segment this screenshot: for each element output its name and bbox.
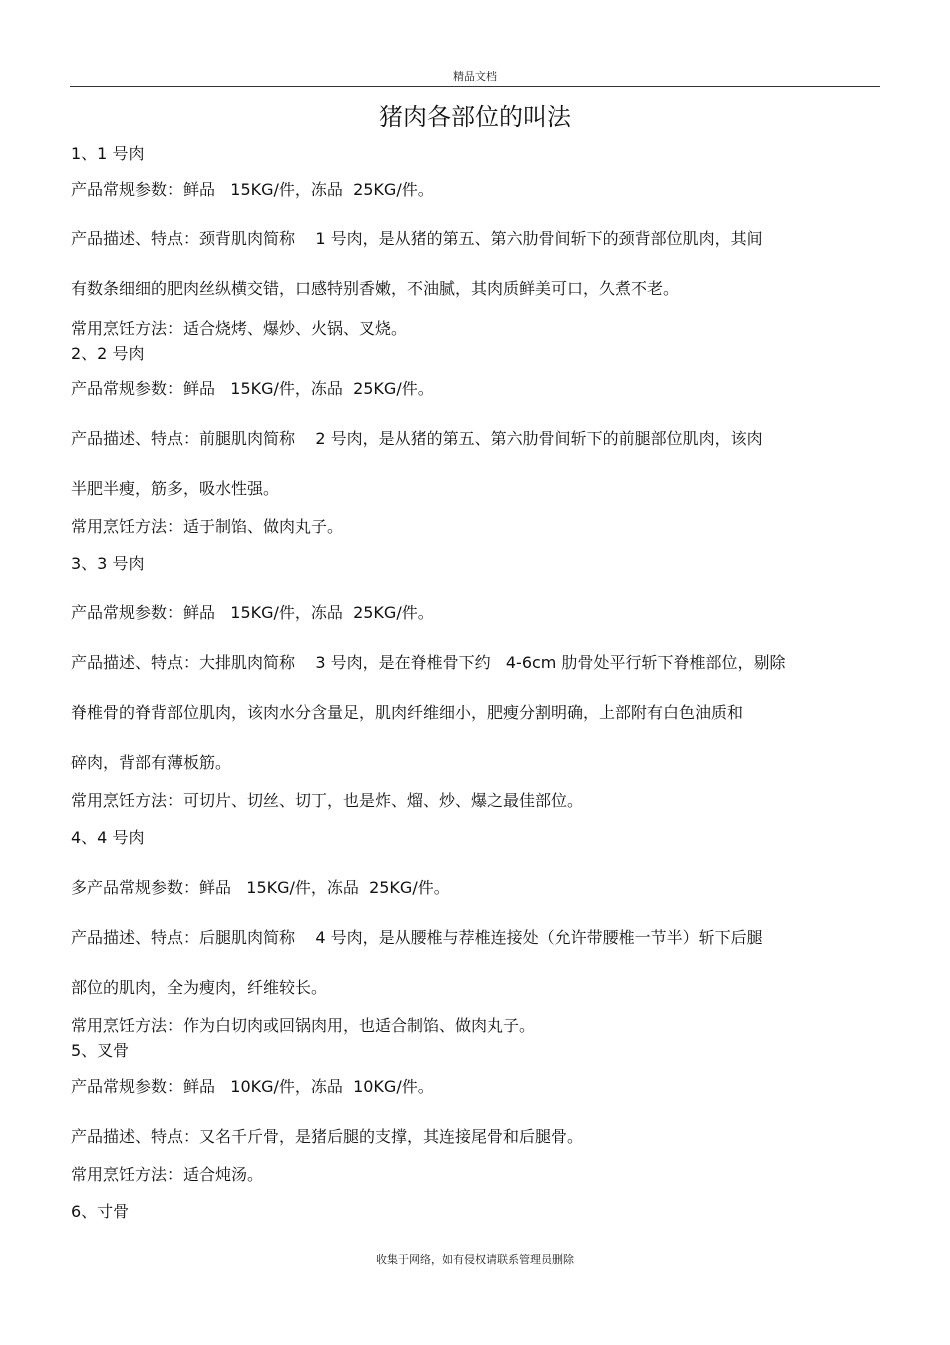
section-heading-6: 6、寸骨 [71, 1202, 130, 1221]
text-line: 部位的肌肉，全为瘦肉，纤维较长。 [71, 978, 328, 997]
section-heading-1: 1、1 号肉 [71, 144, 145, 163]
text-line: 产品描述、特点：后腿肌肉简称 4 号肉，是从腰椎与荐椎连接处（允许带腰椎一节半）斩下后腿 [71, 928, 763, 947]
page-footer-text: 收集于网络，如有侵权请联系管理员删除 [376, 1253, 574, 1266]
header-divider [70, 86, 880, 87]
text-line: 产品描述、特点：前腿肌肉简称 2 号肉，是从猪的第五、第六肋骨间斩下的前腿部位肌肉，该肉 [71, 429, 763, 448]
text-line: 产品常规参数：鲜品 15KG/件，冻品 25KG/件。 [71, 379, 434, 398]
text-line: 多产品常规参数：鲜品 15KG/件，冻品 25KG/件。 [71, 878, 450, 897]
text-line: 常用烹饪方法：作为白切肉或回锅肉用，也适合制馅、做肉丸子。 [71, 1016, 536, 1035]
text-line: 常用烹饪方法：可切片、切丝、切丁，也是炸、熘、炒、爆之最佳部位。 [71, 791, 584, 810]
text-line: 产品描述、特点：颈背肌肉简称 1 号肉，是从猪的第五、第六肋骨间斩下的颈背部位肌肉，其间 [71, 229, 763, 248]
section-heading-4: 4、4 号肉 [71, 828, 145, 847]
section-heading-5: 5、叉骨 [71, 1041, 130, 1060]
section-heading-2: 2、2 号肉 [71, 344, 145, 363]
text-line: 常用烹饪方法：适合烧烤、爆炒、火锅、叉烧。 [71, 319, 408, 338]
text-line: 常用烹饪方法：适于制馅、做肉丸子。 [71, 517, 344, 536]
text-line: 有数条细细的肥肉丝纵横交错，口感特别香嫩，不油腻，其肉质鲜美可口，久煮不老。 [71, 279, 680, 298]
text-line: 产品描述、特点：又名千斤骨，是猪后腿的支撑，其连接尾骨和后腿骨。 [71, 1127, 584, 1146]
text-line: 产品描述、特点：大排肌肉简称 3 号肉，是在脊椎骨下约 4-6cm 肋骨处平行斩下脊椎部位，剔除 [71, 653, 786, 672]
text-line: 常用烹饪方法：适合炖汤。 [71, 1165, 264, 1184]
page-title: 猪肉各部位的叫法 [379, 103, 571, 131]
text-line: 碎肉，背部有薄板筋。 [71, 753, 232, 772]
text-line: 产品常规参数：鲜品 10KG/件，冻品 10KG/件。 [71, 1077, 434, 1096]
text-line: 半肥半瘦，筋多，吸水性强。 [71, 479, 280, 498]
section-heading-3: 3、3 号肉 [71, 554, 145, 573]
page-header-text: 精品文档 [453, 70, 497, 83]
text-line: 产品常规参数：鲜品 15KG/件，冻品 25KG/件。 [71, 180, 434, 199]
text-line: 产品常规参数：鲜品 15KG/件，冻品 25KG/件。 [71, 603, 434, 622]
text-line: 脊椎骨的脊背部位肌肉，该肉水分含量足，肌肉纤维细小，肥瘦分割明确，上部附有白色油质和 [71, 703, 744, 722]
